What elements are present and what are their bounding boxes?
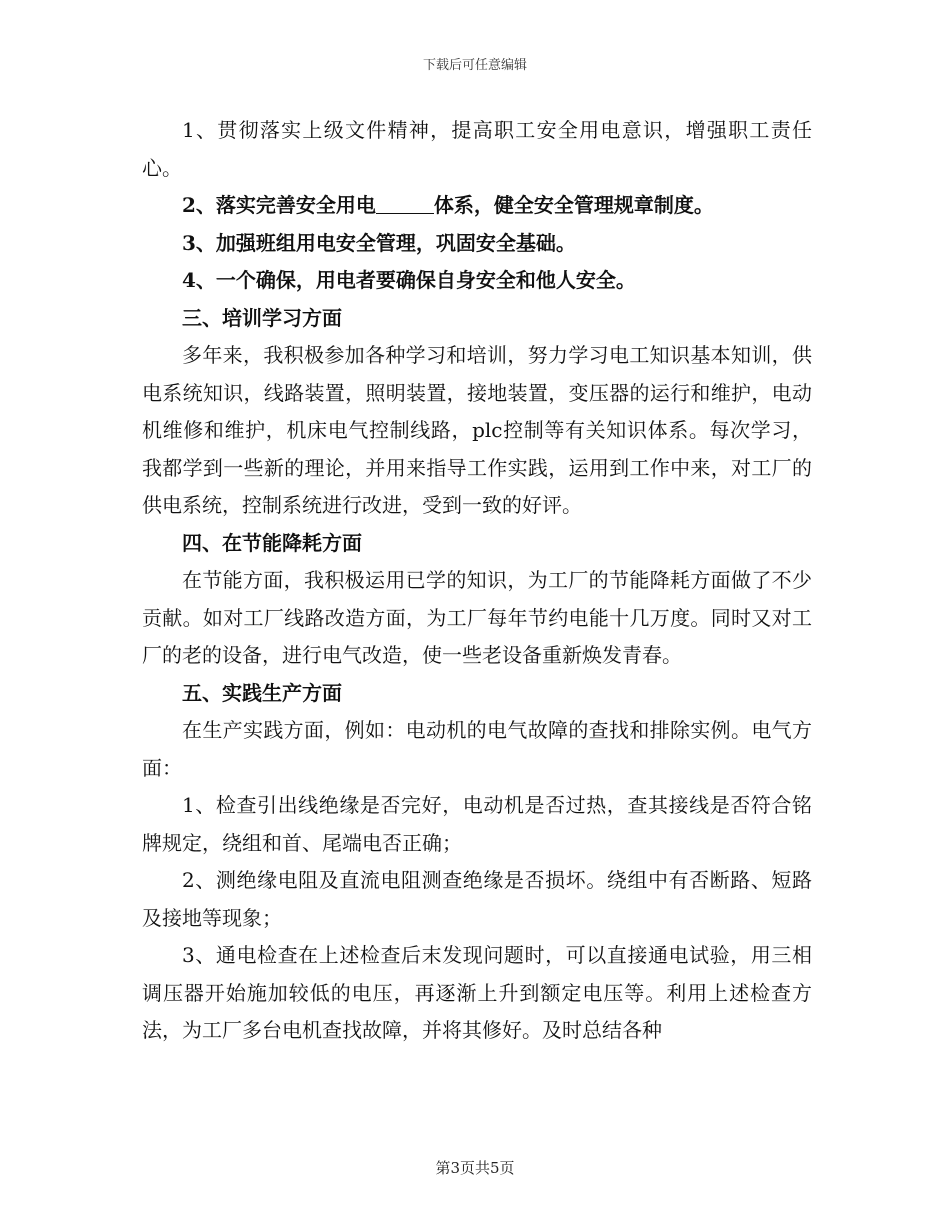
section-3-heading: 三、培训学习方面 [182,305,342,330]
section-4-heading: 四、在节能降耗方面 [182,530,362,555]
check-step-2-paragraph: 2、测绝缘电阻及直流电阻测查绝缘是否损坏。绕组中有否断路、短路及接地等现象； [142,868,812,930]
section-5-heading: 五、实践生产方面 [182,680,342,705]
page-footer: 第3页共5页 [435,1159,515,1177]
item-2-text-before: 2、落实完善安全用电 [182,193,376,217]
energy-saving-paragraph: 在节能方面，我积极运用已学的知识，为工厂的节能降耗方面做了不少贡献。如对工厂线路改造方面，为工厂每年节约电能十几万度。同时又对工厂的老的设备，进行电气改造，使一些老设备重新焕发青春。 [142,568,812,667]
page-header: 下载后可任意编辑 [422,58,527,73]
item-2-text-after: 体系，健全安全管理规章制度。 [433,193,714,217]
item-2-paragraph [142,187,812,225]
check-step-1-paragraph: 1、检查引出线绝缘是否完好，电动机是否过热，查其接线是否符合铭牌规定，绕组和首、尾端电否正确； [142,793,812,855]
check-step-3-paragraph: 3、通电检查在上述检查后末发现问题时，可以直接通电试验，用三相调压器开始施加较低的电压，再逐渐上升到额定电压等。利用上述检查方法，为工厂多台电机查找故障，并将其修好。及时总结各种 [142,943,812,1042]
training-paragraph: 多年来，我积极参加各种学习和培训，努力学习电工知识基本知训，供电系统知识，线路装置，照明装置，接地装置，变压器的运行和维护，电动机维修和维护，机床电气控制线路，plc控制等有关知识体系。每次学习，我都学到一些新的理论，并用来指导工作实践，运用到工作中来，对工厂的供电系统，控制系统进行改进，受到一致的好评。 [142,343,812,517]
fill-in-blank [376,193,434,214]
item-1-paragraph: 1、贯彻落实上级文件精神，提高职工安全用电意识，增强职工责任心。 [142,118,812,180]
practice-intro-paragraph: 在生产实践方面，例如：电动机的电气故障的查找和排除实例。电气方面： [142,718,812,780]
item-3-paragraph: 3、加强班组用电安全管理，巩固安全基础。 [182,230,576,255]
item-4-paragraph: 4、一个确保，用电者要确保自身安全和他人安全。 [182,268,636,292]
document-body [142,112,812,1050]
